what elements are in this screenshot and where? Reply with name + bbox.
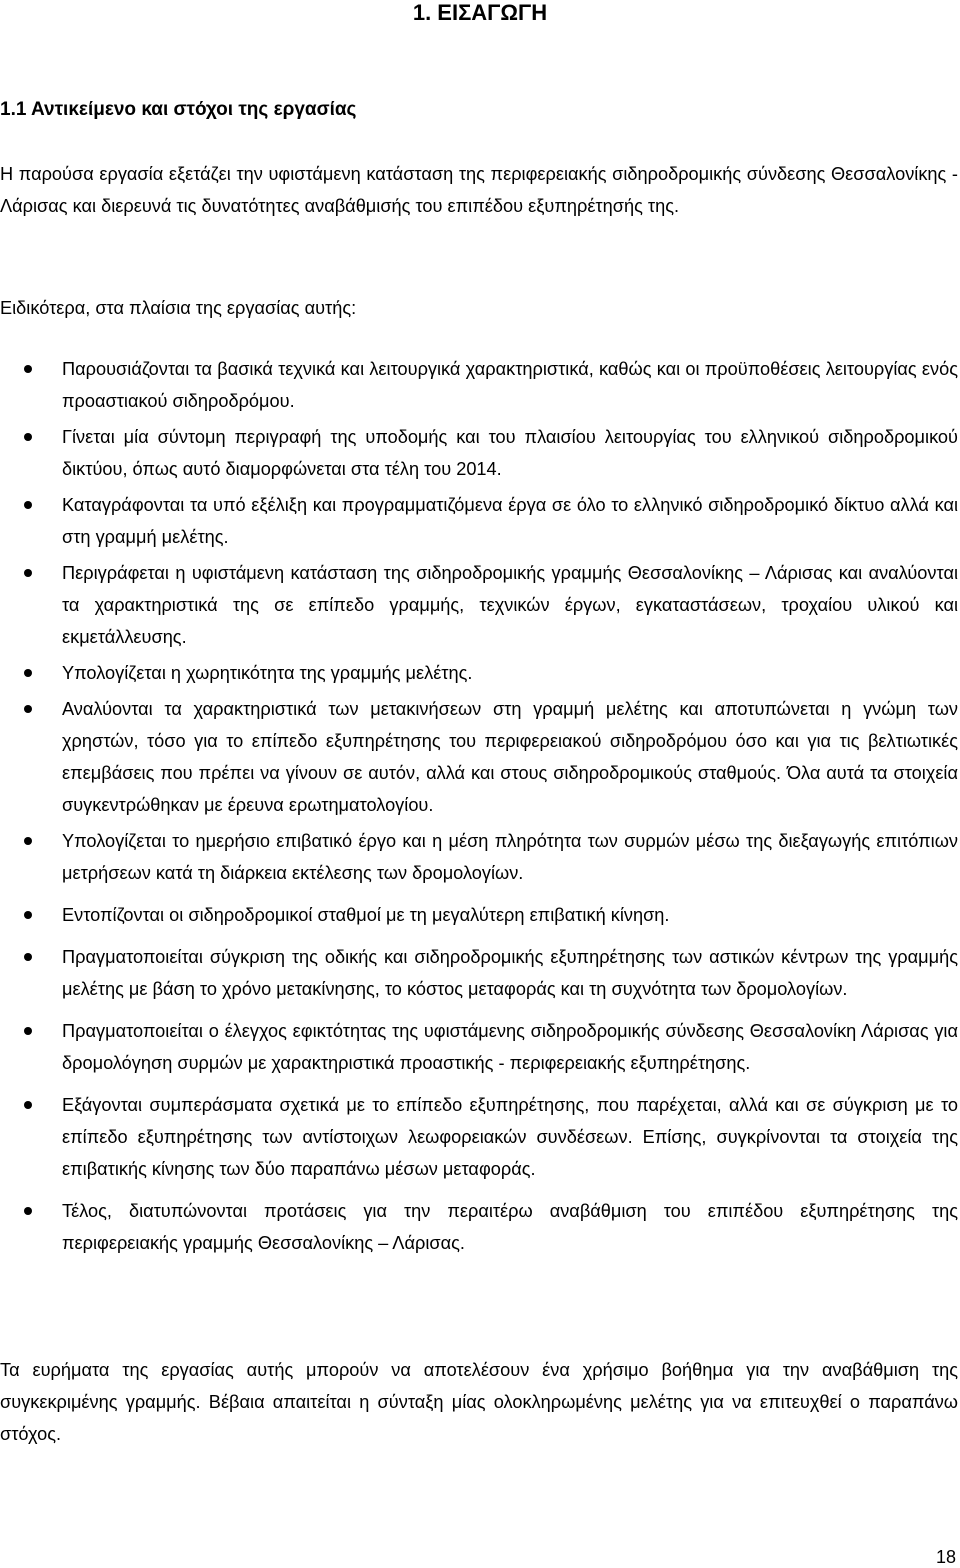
list-item [0,657,958,689]
bullet-icon [24,1101,32,1109]
list-item [0,1195,958,1259]
list-item-text: Περιγράφεται η υφιστάμενη κατάσταση της σιδηροδρομικής γραμμής Θεσσαλονίκης – Λάρισας και αναλύονται τα χαρακτηριστικά της σε επίπεδο γραμμής, τεχνικών έργων, εγκαταστάσεων, τροχαίου υλικού και εκμετάλλευσης. [62,563,958,647]
bullet-icon [24,669,32,677]
list-item-text: Καταγράφονται τα υπό εξέλιξη και προγραμματιζόμενα έργα σε όλο το ελληνικό σιδηροδρομικό δίκτυο αλλά και στη γραμμή μελέτης. [62,495,958,547]
bullet-icon [24,953,32,961]
list-item-text: Αναλύονται τα χαρακτηριστικά των μετακινήσεων στη γραμμή μελέτης και αποτυπώνεται η γνώμη των χρηστών, τόσο για το επίπεδο εξυπηρέτησης του περιφερειακού σιδηροδρόμου όσο και για τις βελτιωτικές επεμβάσεις που πρέπει να γίνουν σε αυτόν, αλλά και στους σιδηροδρομικούς σταθμούς. Όλα αυτά τα στοιχεία συγκεντρώθηκαν με έρευνα ερωτηματολογίου. [62,699,958,815]
objectives-list [0,353,958,1269]
bullet-icon [24,365,32,373]
intro-paragraph: Η παρούσα εργασία εξετάζει την υφιστάμενη κατάσταση της περιφερειακής σιδηροδρομικής σύνδεσης Θεσσαλονίκης - Λάρισας και διερευνά τις δυνατότητες αναβάθμισής του επιπέδου εξυπηρέτησής της. [0,164,958,216]
list-item [0,693,958,821]
list-item-text: Πραγματοποιείται σύγκριση της οδικής και σιδηροδρομικής εξυπηρέτησης των αστικών κέντρων της γραμμής μελέτης με βάση το χρόνο μετακίνησης, το κόστος μεταφοράς και τη συχνότητα των δρομολογίων. [62,947,958,999]
bullet-icon [24,911,32,919]
list-item [0,941,958,1005]
list-item-text: Γίνεται μία σύντομη περιγραφή της υποδομής και του πλαισίου λειτουργίας του ελληνικού σιδηροδρομικού δικτύου, όπως αυτό διαμορφώνεται στα τέλη του 2014. [62,427,958,479]
list-item [0,353,958,417]
list-item-text: Εντοπίζονται οι σιδηροδρομικοί σταθμοί με τη μεγαλύτερη επιβατική κίνηση. [62,905,670,925]
scope-intro-paragraph: Ειδικότερα, στα πλαίσια της εργασίας αυτής: [0,298,357,318]
list-item [0,1015,958,1079]
list-item [0,899,958,931]
bullet-icon [24,837,32,845]
list-item-text: Παρουσιάζονται τα βασικά τεχνικά και λειτουργικά χαρακτηριστικά, καθώς και οι προϋποθέσεις λειτουργίας ενός προαστιακού σιδηροδρόμου. [62,359,958,411]
page-number: 18 [935,1547,956,1567]
list-item [0,825,958,889]
conclusion-paragraph: Τα ευρήματα της εργασίας αυτής μπορούν να αποτελέσουν ένα χρήσιμο βοήθημα για την αναβάθμιση της συγκεκριμένης γραμμής. Βέβαια απαιτείται η σύνταξη μίας ολοκληρωμένης μελέτης για να επιτευχθεί ο παραπάνω στόχος. [0,1360,958,1444]
list-item [0,489,958,553]
list-item-text: Εξάγονται συμπεράσματα σχετικά με το επίπεδο εξυπηρέτησης, που παρέχεται, αλλά και σε σύγκριση με το επίπεδο εξυπηρέτησης των αντίστοιχων λεωφορειακών συνδέσεων. Επίσης, συγκρίνονται τα στοιχεία της επιβατικής κίνησης των δύο παραπάνω μέσων μεταφοράς. [62,1095,958,1179]
bullet-icon [24,705,32,713]
bullet-icon [24,1207,32,1215]
list-item-text: Τέλος, διατυπώνονται προτάσεις για την περαιτέρω αναβάθμιση του επιπέδου εξυπηρέτησης της περιφερειακής γραμμής Θεσσαλονίκης – Λάρισας. [62,1201,958,1253]
list-item [0,1089,958,1185]
section-title: 1.1 Αντικείμενο και στόχοι της εργασίας [0,99,357,120]
list-item [0,557,958,653]
chapter-title: 1. ΕΙΣΑΓΩΓΗ [412,0,548,25]
list-item [0,421,958,485]
bullet-icon [24,501,32,509]
bullet-icon [24,1027,32,1035]
list-item-text: Υπολογίζεται η χωρητικότητα της γραμμής μελέτης. [62,663,473,683]
bullet-icon [24,433,32,441]
bullet-icon [24,569,32,577]
list-item-text: Πραγματοποιείται ο έλεγχος εφικτότητας της υφιστάμενης σιδηροδρομικής σύνδεσης Θεσσαλονίκη Λάρισας για δρομολόγηση συρμών με χαρακτηριστικά προαστικής - περιφερειακής εξυπηρέτησης. [62,1021,958,1073]
list-item-text: Υπολογίζεται το ημερήσιο επιβατικό έργο και η μέση πληρότητα των συρμών μέσω της διεξαγωγής επιτόπιων μετρήσεων κατά τη διάρκεια εκτέλεσης των δρομολογίων. [62,831,958,883]
